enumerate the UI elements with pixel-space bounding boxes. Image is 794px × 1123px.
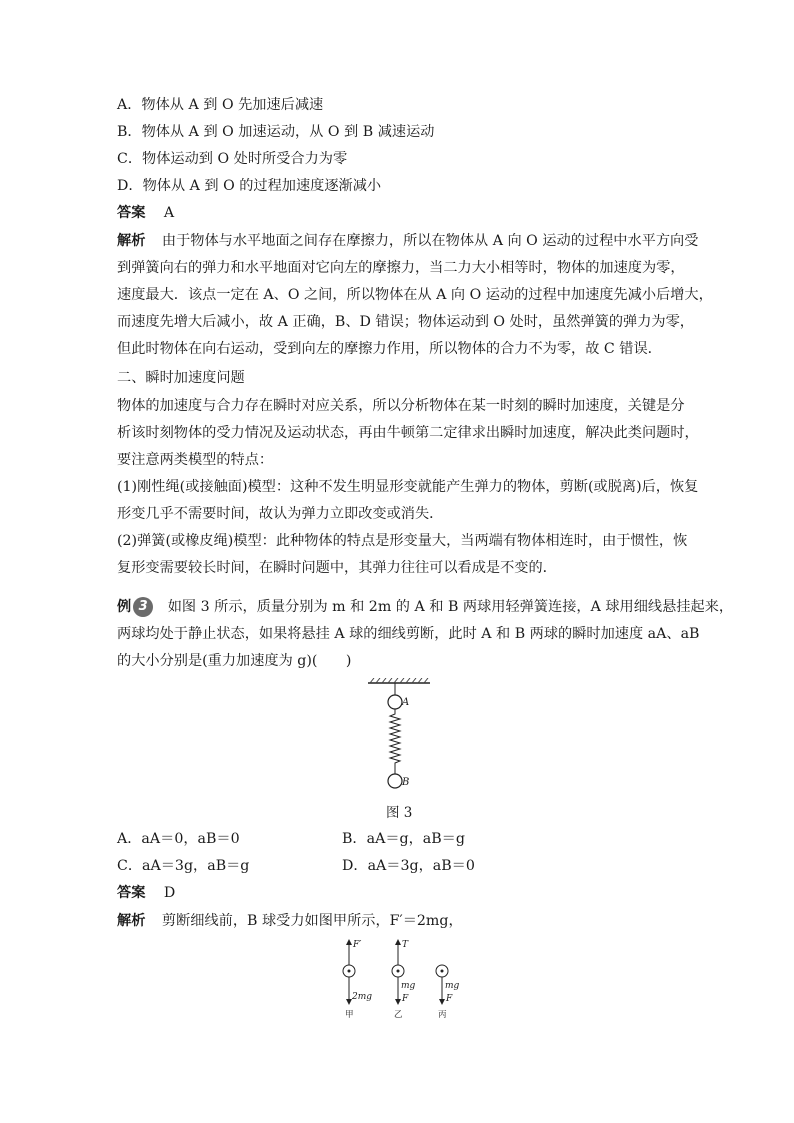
spring-ball-figure <box>360 678 440 798</box>
example-option-b: B．aA＝g，aB＝g <box>342 831 465 847</box>
answer-value: A <box>163 205 175 221</box>
jia-bottom-label: 2mg <box>352 992 373 1002</box>
spring <box>390 709 400 774</box>
diagram-yi <box>392 942 404 1002</box>
yi-top-label: T <box>402 940 409 950</box>
ball-b <box>388 774 402 788</box>
example-number-badge: 3 <box>133 597 153 617</box>
analysis2-line <box>117 911 463 931</box>
intro-line-2: 析该时刻物体的受力情况及运动状态，再由牛顿第二定律求出瞬时加速度，解决此类问题时， <box>117 425 699 441</box>
yi-mg-label: mg <box>401 981 416 991</box>
analysis2-text: 剪断细线前，B 球受力如图甲所示，F′＝2mg， <box>161 913 463 929</box>
analysis-line-2: 到弹簧向右的弹力和水平地面对它向左的摩擦力，当二力大小相等时，物体的加速度为零， <box>117 260 685 276</box>
bing-f-label: F <box>446 994 453 1004</box>
yi-f-label: F <box>402 994 409 1004</box>
figure-caption: 图 3 <box>386 805 413 821</box>
intro-line-3: 要注意两类模型的特点： <box>117 452 274 468</box>
model2-line-1: (2)弹簧(或橡皮绳)模型：此种物体的特点是形变量大，当两端有物体相连时，由于惯性，恢 <box>117 533 688 549</box>
option-b: B．物体从 A 到 O 加速运动，从 O 到 B 减速运动 <box>117 124 435 140</box>
analysis-label: 解析 <box>117 233 146 249</box>
ball-a <box>388 695 402 709</box>
analysis-line-3: 速度最大．该点一定在 A、O 之间，所以物体在从 A 向 O 运动的过程中加速度先减小后增大， <box>117 287 713 303</box>
jia-top-label: F′ <box>353 940 362 950</box>
model2-line-2: 复形变需要较长时间，在瞬时问题中，其弹力往往可以看成是不变的． <box>117 560 557 576</box>
example-option-a: A．aA＝0，aB＝0 <box>117 831 240 847</box>
answer-line <box>117 203 174 223</box>
bing-name: 丙 <box>438 1010 447 1020</box>
ball-a-label: A <box>402 697 410 708</box>
intro-line-1: 物体的加速度与合力存在瞬时对应关系，所以分析物体在某一时刻的瞬时加速度，关键是分 <box>117 398 685 414</box>
analysis-line-1 <box>117 231 698 251</box>
example-line-1 <box>117 597 733 617</box>
option-a: A．物体从 A 到 O 先加速后减速 <box>117 97 324 113</box>
analysis-line-5: 但此时物体在向右运动，受到向左的摩擦力作用，所以物体的合力不为零，故 C 错误． <box>117 341 662 357</box>
example-text: 如图 3 所示，质量分别为 m 和 2m 的 A 和 B 两球用轻弹簧连接，A 球用细线悬挂起来， <box>167 599 734 615</box>
example-label: 例 <box>117 599 132 615</box>
analysis-text: 由于物体与水平地面之间存在摩擦力，所以在物体从 A 向 O 运动的过程中水平方向受 <box>161 233 699 249</box>
example-option-c: C．aA＝3g，aB＝g <box>117 858 250 874</box>
answer2-label: 答案 <box>117 885 146 901</box>
answer2-value: D <box>163 885 176 901</box>
example-line-2: 两球均处于静止状态，如果将悬挂 A 球的细线剪断，此时 A 和 B 两球的瞬时加速度 aA、aB <box>117 626 700 642</box>
analysis2-label: 解析 <box>117 913 146 929</box>
section-heading: 二、瞬时加速度问题 <box>117 370 245 386</box>
answer2-line <box>117 883 175 903</box>
bing-mg-label: mg <box>445 981 460 991</box>
analysis-line-4: 而速度先增大后减小，故 A 正确，B、D 错误；物体运动到 O 处时，虽然弹簧的弹力为零， <box>117 314 694 330</box>
yi-name: 乙 <box>394 1010 403 1020</box>
force-diagrams <box>330 936 460 1016</box>
example-option-d: D．aA＝3g，aB＝0 <box>342 858 475 874</box>
option-c: C．物体运动到 O 处时所受合力为零 <box>117 151 348 167</box>
jia-name: 甲 <box>345 1010 354 1020</box>
example-line-3: 的大小分别是(重力加速度为 g)( ) <box>117 653 352 669</box>
model1-line-2: 形变几乎不需要时间，故认为弹力立即改变或消失． <box>117 506 444 522</box>
ball-b-label: B <box>402 777 410 788</box>
model1-line-1: (1)刚性绳(或接触面)模型：这种不发生明显形变就能产生弹力的物体，剪断(或脱离)后，恢复 <box>117 479 699 495</box>
option-d: D．物体从 A 到 O 的过程加速度逐渐减小 <box>117 178 382 194</box>
answer-label: 答案 <box>117 205 146 221</box>
